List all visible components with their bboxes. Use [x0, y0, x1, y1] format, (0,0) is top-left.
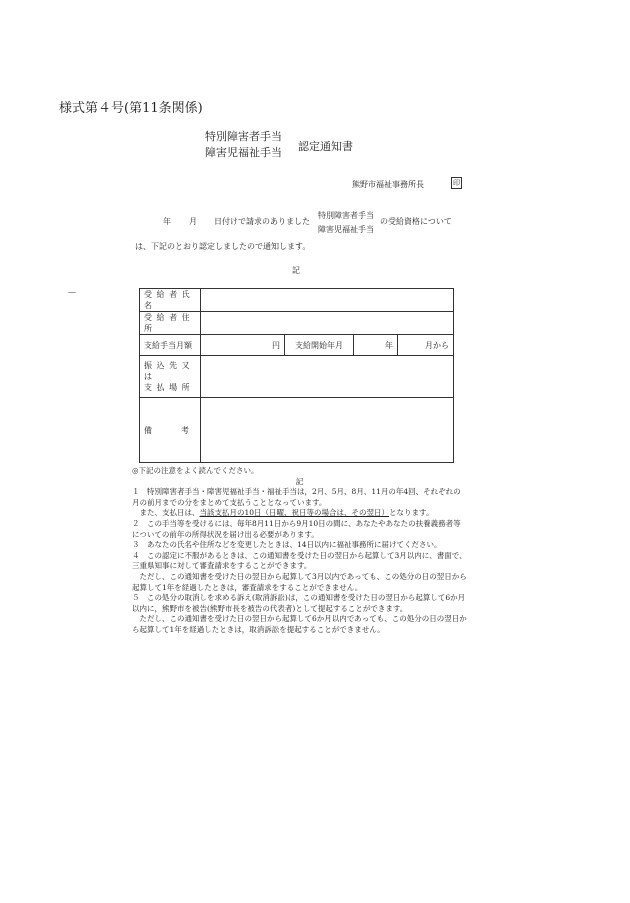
- title-allowance-names: [205, 129, 282, 161]
- month-from-unit: 月から: [425, 340, 449, 350]
- start-month-field[interactable]: [398, 335, 454, 356]
- title-allowance-2: 障害児福祉手当: [205, 146, 282, 159]
- note-1-pre: また、支払日は、: [132, 508, 200, 518]
- note-4-proviso: ただし、この通知書を受けた日の翌日から起算して3月以内であっても、この処分の日の翌日から起算して1年を経過したときは，審査請求をすることができません。: [132, 571, 467, 592]
- seal-mark: 印: [453, 179, 460, 187]
- recipient-address-label: 受 給 者 住 所: [140, 312, 201, 335]
- table-row: [140, 335, 454, 356]
- certification-form-table: [139, 288, 454, 463]
- table-row: [140, 356, 454, 398]
- title-suffix: 認定通知書: [298, 140, 353, 153]
- body-allowance-2: 障害児福祉手当: [318, 225, 374, 234]
- month-label: 月: [189, 217, 197, 226]
- table-row: [140, 312, 454, 335]
- sender-name: 熊野市福祉事務所長: [352, 180, 424, 189]
- notes-ki: 記: [295, 476, 304, 486]
- qualification-text: の受給資格について: [380, 217, 452, 226]
- body-allowance-1: 特別障害者手当: [318, 211, 374, 220]
- date-request-text: 日付けで請求のありました: [214, 217, 310, 226]
- start-year-field[interactable]: [354, 335, 398, 356]
- note-2: ２ この手当等を受けるには、毎年8月11日から9月10日の間に、あなたやあなたの扶養義務者等についての前年の所得状況を届け出る必要があります。: [132, 518, 461, 539]
- body-allowance-names: [318, 209, 374, 237]
- transfer-destination-label: [140, 356, 201, 398]
- note-5: ５ この処分の取消しを求める訴え(取消訴訟)は，この通知書を受けた日の翌日から起算して6か月以内に，熊野市を被告(熊野市長を被告の代表者)として提起することができます。: [132, 593, 466, 613]
- note-3: ３ あなたの氏名や住所などを変更したときは、14日以内に福祉事務所に届けてください。: [132, 540, 442, 550]
- monthly-amount-label: 支給手当月額: [140, 335, 201, 356]
- table-row: [140, 398, 454, 463]
- note-1-payment-date: [132, 508, 467, 519]
- yen-unit: 円: [272, 340, 280, 350]
- recipient-address-field[interactable]: [201, 312, 454, 335]
- start-month-label: 支給開始年月: [285, 335, 354, 356]
- remarks-field[interactable]: [201, 398, 454, 463]
- notice-line: は、下記のとおり認定しましたので通知します。: [135, 242, 311, 251]
- note-4: ４ この認定に不服があるときは、この通知書を受けた日の翌日から起算して3月以内に、書面で、三重県知事に対して審査請求をすることができます。: [132, 550, 467, 571]
- recipient-name-label: 受 給 者 氏 名: [140, 289, 201, 312]
- remarks-char-2: 考: [181, 425, 190, 435]
- remarks-char-1: 備: [144, 425, 153, 435]
- transfer-label-line-1: 振 込 先 又 は: [144, 361, 191, 381]
- note-5-proviso: ただし、この通知書を受けた日の翌日から起算して6か月以内であっても、この処分の日の翌日から起算して1年を経過したときは，取消訴訟を提起することができません。: [132, 614, 467, 634]
- notes-intro: ◎下記の注意をよく読んでください。: [132, 466, 259, 475]
- transfer-destination-field[interactable]: [201, 356, 454, 398]
- table-row: [140, 289, 454, 312]
- recipient-name-field[interactable]: [201, 289, 454, 312]
- year-unit: 年: [385, 340, 393, 350]
- ki-heading: 記: [292, 266, 300, 275]
- note-1: １ 特別障害者手当・障害児福祉手当・福祉手当は，2月、5月、8月、11月の年4回、それぞれの月の前月までの分をまとめて支払うこととなっています。: [132, 487, 461, 507]
- transfer-label-line-2: 支 払 場 所: [144, 383, 191, 392]
- remarks-label: [140, 398, 201, 463]
- note-1-underlined: 当該支払月の10日（日曜、祝日等の場合は、その翌日）: [199, 508, 390, 518]
- notes-section: [132, 466, 467, 636]
- monthly-amount-field[interactable]: [201, 335, 285, 356]
- note-1-post: となります。: [389, 508, 434, 518]
- side-mark: －: [67, 288, 77, 299]
- title-allowance-1: 特別障害者手当: [205, 130, 282, 143]
- year-label: 年: [163, 217, 171, 226]
- form-number: 様式第４号(第11条関係): [59, 101, 203, 116]
